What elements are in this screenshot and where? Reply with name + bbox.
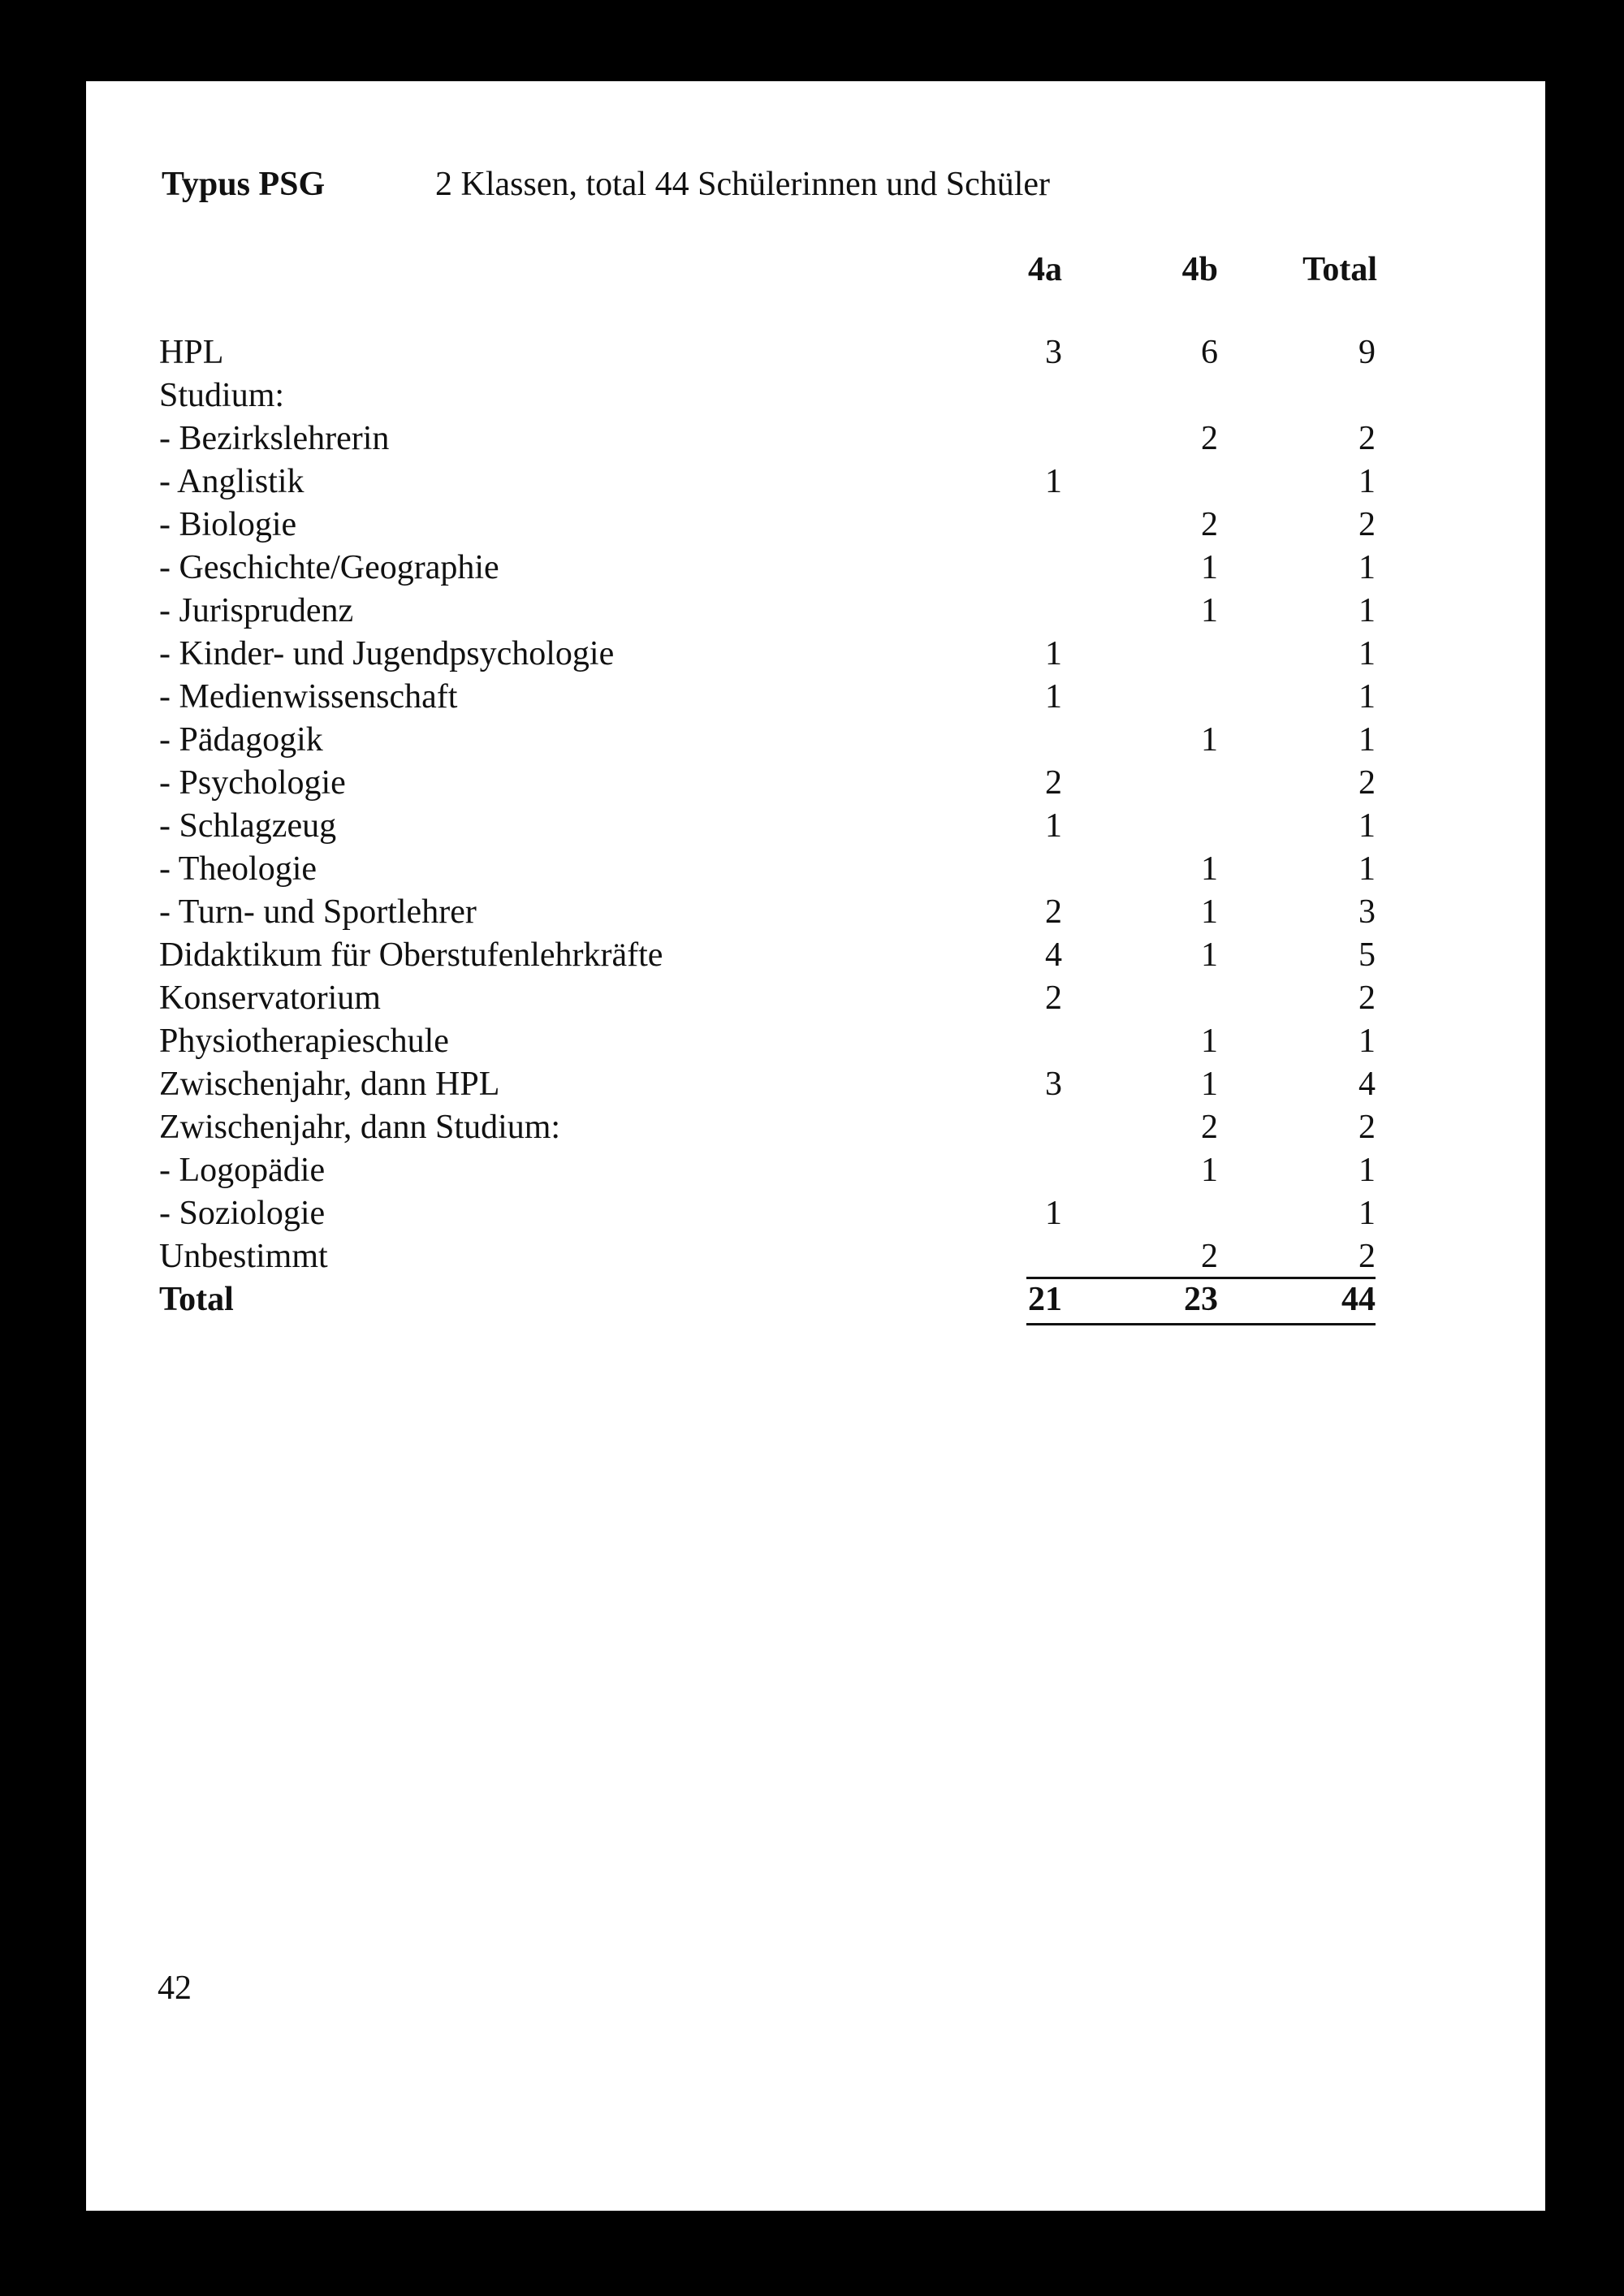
row-label: Zwischenjahr, dann Studium:	[159, 1109, 561, 1146]
cell-4b: 2	[1201, 420, 1218, 457]
cell-4a: 3	[1045, 334, 1062, 371]
total-row	[159, 1278, 1377, 1321]
cell-4a: 2	[1045, 979, 1062, 1017]
table-row	[159, 460, 1377, 504]
cell-4a: 21	[1028, 1281, 1062, 1318]
cell-4a: 2	[1045, 893, 1062, 931]
cell-4b: 1	[1201, 592, 1218, 629]
cell-total: 1	[1358, 463, 1376, 500]
cell-4b: 2	[1201, 506, 1218, 543]
row-label: Konservatorium	[159, 979, 381, 1017]
column-header-4b: 4b	[1181, 251, 1218, 288]
cell-total: 4	[1358, 1066, 1376, 1103]
cell-total: 1	[1358, 678, 1376, 716]
cell-total: 1	[1358, 592, 1376, 629]
cell-4b: 1	[1201, 1066, 1218, 1103]
row-label: - Biologie	[159, 506, 297, 543]
row-label: Studium:	[159, 377, 285, 414]
cell-4a: 3	[1045, 1066, 1062, 1103]
row-label: - Jurisprudenz	[159, 592, 354, 629]
row-label: Zwischenjahr, dann HPL	[159, 1066, 500, 1103]
row-label: - Medienwissenschaft	[159, 678, 458, 716]
cell-total: 2	[1358, 764, 1376, 802]
cell-total: 1	[1358, 807, 1376, 845]
row-label: - Geschichte/Geographie	[159, 549, 499, 586]
table-row	[159, 762, 1377, 805]
row-label: Didaktikum für Oberstufenlehrkräfte	[159, 936, 663, 974]
column-header-total: Total	[1302, 251, 1377, 288]
cell-4b: 1	[1201, 893, 1218, 931]
table-row	[159, 417, 1377, 460]
table-row	[159, 547, 1377, 590]
table-row	[159, 1020, 1377, 1063]
table-row	[159, 1235, 1377, 1278]
row-label: - Soziologie	[159, 1195, 326, 1232]
cell-4a: 1	[1045, 635, 1062, 672]
page-number: 42	[158, 1970, 192, 2007]
row-label: Unbestimmt	[159, 1238, 328, 1275]
table-row	[159, 719, 1377, 762]
cell-4b: 1	[1201, 721, 1218, 759]
table-row	[159, 504, 1377, 547]
cell-total: 9	[1358, 334, 1376, 371]
cell-total: 5	[1358, 936, 1376, 974]
cell-4a: 4	[1045, 936, 1062, 974]
table-row	[159, 1192, 1377, 1235]
cell-4b: 1	[1201, 850, 1218, 888]
table-row	[159, 977, 1377, 1020]
table-row	[159, 891, 1377, 934]
table-row	[159, 676, 1377, 719]
row-label: - Turn- und Sportlehrer	[159, 893, 477, 931]
cell-total: 1	[1358, 850, 1376, 888]
table-row	[159, 1106, 1377, 1149]
row-label: HPL	[159, 334, 224, 371]
row-label: Total	[159, 1281, 234, 1318]
total-top-rule	[1026, 1277, 1376, 1279]
cell-total: 2	[1358, 1109, 1376, 1146]
row-label: - Logopädie	[159, 1152, 326, 1189]
table-description: 2 Klassen, total 44 Schülerinnen und Schüler	[435, 166, 1051, 203]
table-row	[159, 590, 1377, 633]
row-label: - Kinder- und Jugendpsychologie	[159, 635, 615, 672]
table-row	[159, 331, 1377, 374]
cell-4b: 23	[1184, 1281, 1218, 1318]
cell-total: 1	[1358, 1195, 1376, 1232]
cell-4a: 1	[1045, 463, 1062, 500]
row-label: - Bezirkslehrerin	[159, 420, 390, 457]
row-label: - Anglistik	[159, 463, 304, 500]
table-row	[159, 805, 1377, 848]
column-header-4a: 4a	[1028, 251, 1062, 288]
cell-4b: 1	[1201, 936, 1218, 974]
cell-4b: 1	[1201, 1023, 1218, 1060]
row-label: - Psychologie	[159, 764, 346, 802]
cell-total: 2	[1358, 979, 1376, 1017]
table-row	[159, 633, 1377, 676]
row-label: - Theologie	[159, 850, 317, 888]
table-row	[159, 1149, 1377, 1192]
cell-total: 1	[1358, 1023, 1376, 1060]
cell-total: 1	[1358, 721, 1376, 759]
cell-4a: 1	[1045, 807, 1062, 845]
cell-total: 2	[1358, 420, 1376, 457]
table-row	[159, 848, 1377, 891]
cell-4b: 1	[1201, 1152, 1218, 1189]
cell-total: 3	[1358, 893, 1376, 931]
total-bottom-rule	[1026, 1323, 1376, 1325]
cell-total: 2	[1358, 1238, 1376, 1275]
row-label: - Schlagzeug	[159, 807, 337, 845]
cell-total: 1	[1358, 549, 1376, 586]
cell-4b: 2	[1201, 1238, 1218, 1275]
cell-4a: 1	[1045, 1195, 1062, 1232]
cell-4b: 2	[1201, 1109, 1218, 1146]
table-row	[159, 1063, 1377, 1106]
table-row	[159, 374, 1377, 417]
data-table	[159, 331, 1377, 1321]
cell-total: 44	[1341, 1281, 1376, 1318]
cell-4a: 2	[1045, 764, 1062, 802]
cell-total: 1	[1358, 635, 1376, 672]
table-row	[159, 934, 1377, 977]
row-label: - Pädagogik	[159, 721, 323, 759]
cell-4b: 6	[1201, 334, 1218, 371]
row-label: Physiotherapieschule	[159, 1023, 449, 1060]
cell-4a: 1	[1045, 678, 1062, 716]
cell-4b: 1	[1201, 549, 1218, 586]
table-type-label: Typus PSG	[162, 166, 326, 203]
cell-total: 2	[1358, 506, 1376, 543]
cell-total: 1	[1358, 1152, 1376, 1189]
